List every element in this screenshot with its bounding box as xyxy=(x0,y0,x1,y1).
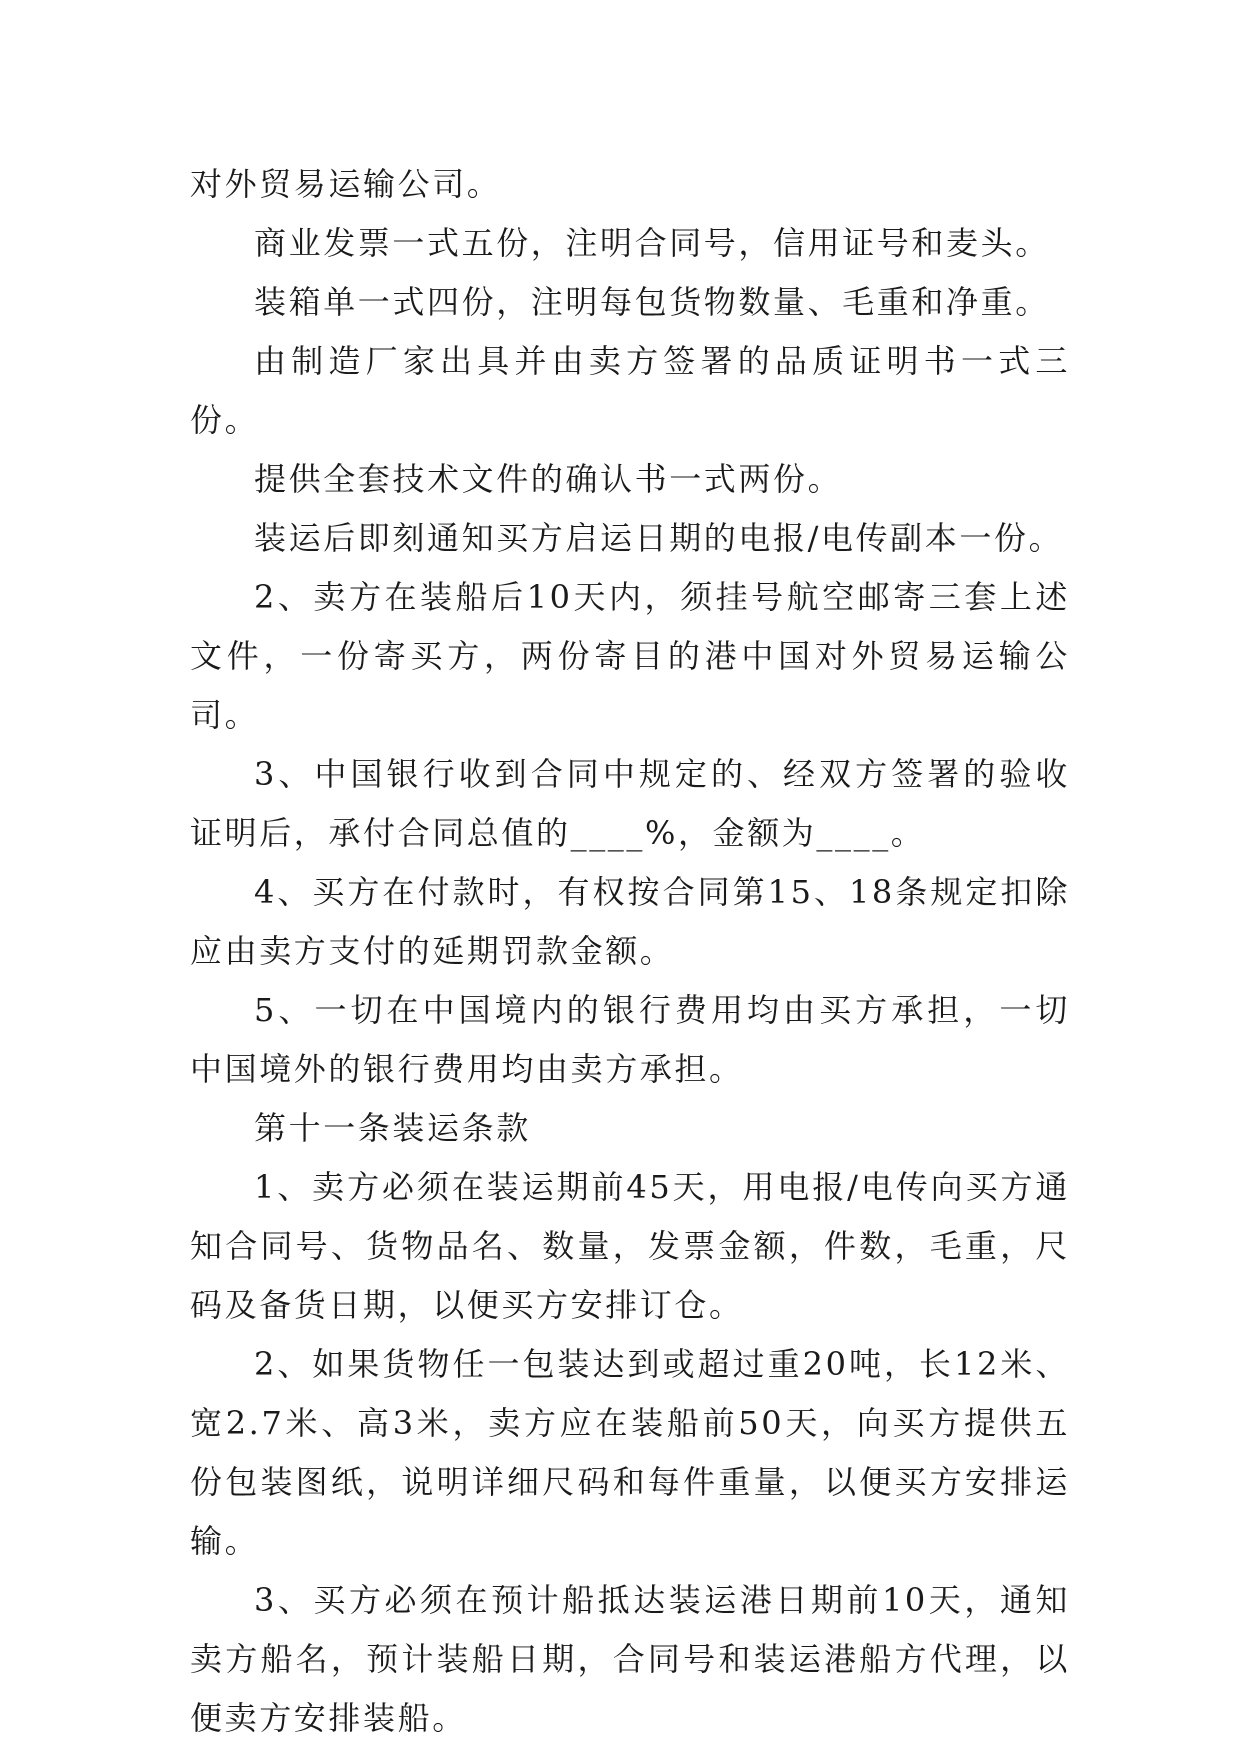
section-heading-article-11: 第十一条装运条款 xyxy=(254,1109,531,1147)
paragraph-shipping-3: 3、买方必须在预计船抵达装运港日期前10天，通知卖方船名，预计装船日期，合同号和装运港船方代理，以便卖方安排装船。 xyxy=(190,1581,1070,1737)
paragraph-shipping-1: 1、卖方必须在装运期前45天，用电报/电传向买方通知合同号、货物品名、数量，发票金额，件数，毛重，尺码及备货日期，以便买方安排订仓。 xyxy=(190,1168,1070,1324)
paragraph-technical-docs: 提供全套技术文件的确认书一式两份。 xyxy=(254,460,843,498)
paragraph-commercial-invoice: 商业发票一式五份，注明合同号，信用证号和麦头。 xyxy=(254,224,1050,262)
paragraph-shipment-notice: 装运后即刻通知买方启运日期的电报/电传副本一份。 xyxy=(254,519,1064,557)
paragraph-quality-certificate: 由制造厂家出具并由卖方签署的品质证明书一式三份。 xyxy=(190,342,1070,439)
document-body xyxy=(190,155,1070,1748)
paragraph-clause-4: 4、买方在付款时，有权按合同第15、18条规定扣除应由卖方支付的延期罚款金额。 xyxy=(190,873,1070,970)
paragraph-clause-2: 2、卖方在装船后10天内，须挂号航空邮寄三套上述文件，一份寄买方，两份寄目的港中国对外贸易运输公司。 xyxy=(190,578,1070,734)
paragraph-packing-list: 装箱单一式四份，注明每包货物数量、毛重和净重。 xyxy=(254,283,1050,321)
paragraph-clause-5: 5、一切在中国境内的银行费用均由买方承担，一切中国境外的银行费用均由卖方承担。 xyxy=(190,991,1070,1088)
paragraph-shipping-2: 2、如果货物任一包装达到或超过重20吨，长12米、宽2.7米、高3米，卖方应在装船前50天，向买方提供五份包装图纸，说明详细尺码和每件重量，以便买方安排运输。 xyxy=(190,1345,1070,1560)
paragraph-clause-3: 3、中国银行收到合同中规定的、经双方签署的验收证明后，承付合同总值的____%，金额为____。 xyxy=(190,755,1070,852)
paragraph-continuation: 对外贸易运输公司。 xyxy=(190,165,502,203)
